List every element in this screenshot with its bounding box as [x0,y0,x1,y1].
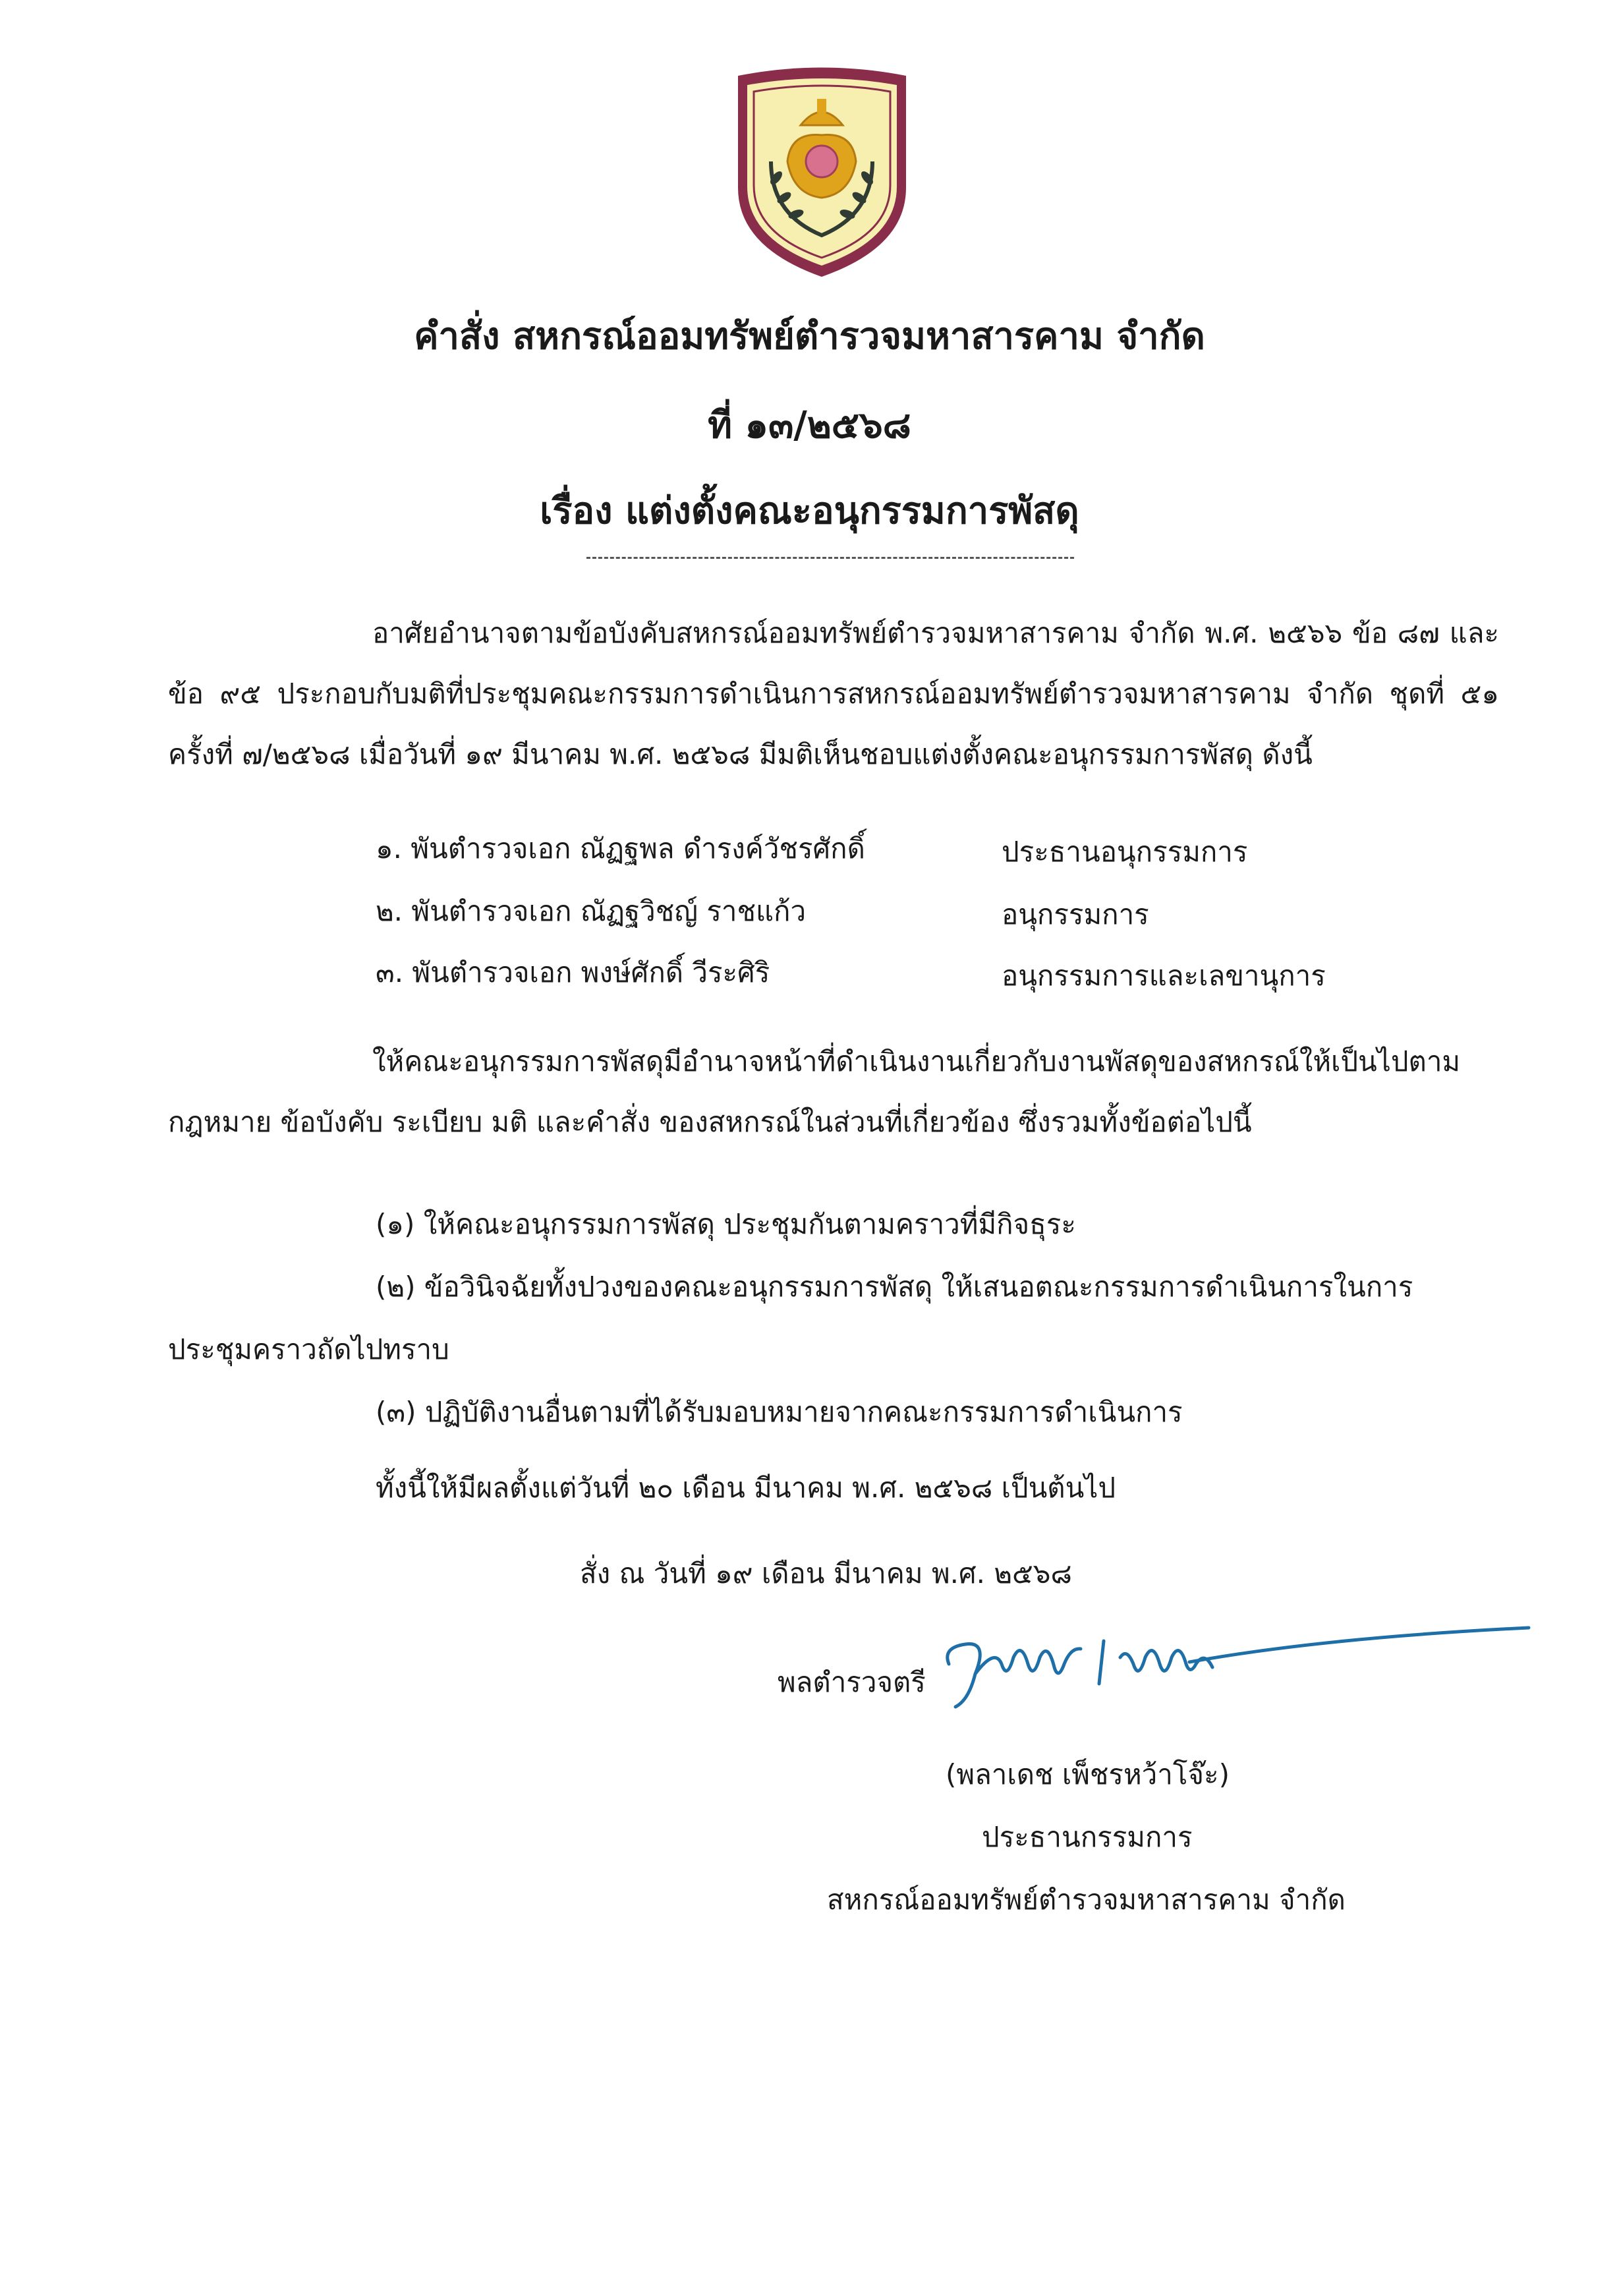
document-title: คำสั่ง สหกรณ์ออมทรัพย์ตำรวจมหาสารคาม จำกัด [414,315,1205,358]
signer-name: (พลาเดช เพ็ชรหว้าโจ๊ะ) [946,1758,1230,1791]
duty-item-2: (๒) ข้อวินิจฉัยทั้งปวงของคณะอนุกรรมการพัสดุ ให้เสนอตณะกรรมการดำเนินการในการ [376,1271,1413,1303]
document-number: ที่ ๑๓/๒๕๖๘ [708,404,911,447]
effective-date: ทั้งนี้ให้มีผลตั้งแต่วันที่ ๒๐ เดือน มีนาคม พ.ศ. ๒๕๖๘ เป็นต้นไป [376,1472,1116,1504]
cooperative-emblem-icon [725,63,919,280]
signature-mark [929,1601,1535,1713]
member-1-role: ประธานอนุกรรมการ [1002,836,1248,868]
duty-item-2-cont: ประชุมคราวถัดไปทราบ [168,1333,449,1365]
intro-paragraph [168,603,1499,785]
ordered-date: สั่ง ณ วันที่ ๑๙ เดือน มีนาคม พ.ศ. ๒๕๖๘ [580,1557,1072,1590]
duty-paragraph [168,1031,1499,1153]
title-divider [586,557,1074,559]
member-1-name: ๑. พันตำรวจเอก ณัฏฐพล ดำรงค์วัชรศักดิ์ [376,832,865,865]
member-3-name: ๓. พันตำรวจเอก พงษ์ศักดิ์ วีระศิริ [376,956,770,989]
member-2-role: อนุกรรมการ [1002,898,1149,931]
signer-organization: สหกรณ์ออมทรัพย์ตำรวจมหาสารคาม จำกัด [827,1883,1346,1916]
duty-item-1: (๑) ให้คณะอนุกรรมการพัสดุ ประชุมกันตามคราวที่มีกิจธุระ [376,1208,1076,1240]
document-subject: เรื่อง แต่งตั้งคณะอนุกรรมการพัสดุ [540,490,1079,532]
signer-position: ประธานกรรมการ [982,1821,1193,1853]
duty-item-3: (๓) ปฏิบัติงานอื่นตามที่ได้รับมอบหมายจากคณะกรรมการดำเนินการ [376,1396,1183,1428]
duty-paragraph-text: ให้คณะอนุกรรมการพัสดุมีอำนาจหน้าที่ดำเนินงานเกี่ยวกับงานพัสดุของสหกรณ์ให้เป็นไปตาม กฎหมาย ข้อบังคับ ระเบียบ มติ และคำสั่ง ของสหกรณ์ในส่วนที่เกี่ยวข้อง ซึ่งรวมทั้งข้อต่อไปนี้ [168,1045,1461,1138]
signer-rank: พลตำรวจตรี [778,1666,926,1698]
intro-paragraph-text: อาศัยอำนาจตามข้อบังคับสหกรณ์ออมทรัพย์ตำรวจมหาสารคาม จำกัด พ.ศ. ๒๕๖๖ ข้อ ๘๗ และ ข้อ ๙๕ ประกอบกับมติที่ประชุมคณะกรรมการดำเนินการสหกรณ์ออมทรัพย์ตำรวจมหาสารคาม จำกัด ชุดที่ ๕๑ ครั้งที่ ๗/๒๕๖๘ เมื่อวันที่ ๑๙ มีนาคม พ.ศ. ๒๕๖๘ มีมติเห็นชอบแต่งตั้งคณะอนุกรรมการพัสดุ ดังนี้ [168,617,1499,770]
member-3-role: อนุกรรมการและเลขานุการ [1002,960,1326,992]
member-2-name: ๒. พันตำรวจเอก ณัฏฐวิชญ์ ราชแก้ว [376,895,807,927]
